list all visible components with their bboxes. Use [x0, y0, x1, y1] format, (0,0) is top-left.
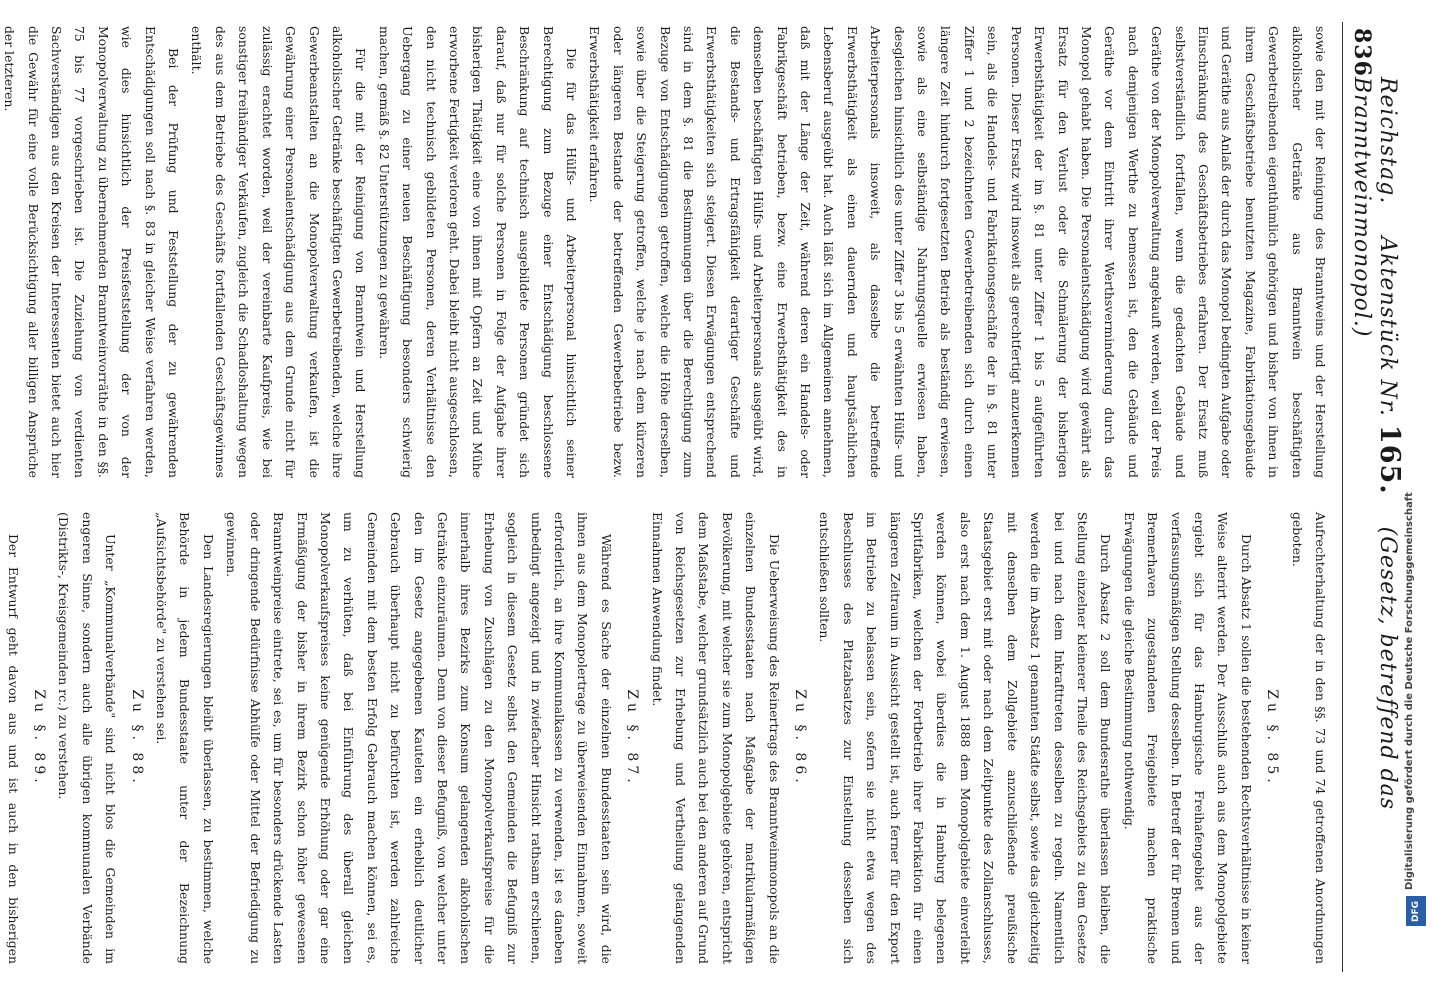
section-heading: Zu §. 87.: [624, 689, 641, 787]
title-num: 165.: [1374, 424, 1405, 495]
title-pre: Reichstag.: [1375, 76, 1400, 205]
paragraph: Für die mit der Reinigung von Branntwein und Herstellung alkoholischer Getränke beschäftigten Gewerbetreibenden, welche ihre Gewerbeanstalten an die Monopolverwaltung verkaufen, ist die Gewährung einer Personalentschädigung aus dem Grunde nicht für zulässig erachtet worden, weil der vereinbarte Kaufpreis, wie bei sonstiger freihändiger Verkäufen, zugleich die Schadloshaltung wegen des aus dem Betriebe des Geschäfts fortfallenden Geschäftsgewinnes enthält.: [189, 26, 369, 478]
paragraph: Den Landesregierungen bleibt überlassen, zu bestimmen, welche Behörde in jedem Bundesstaate unter der Bezeichnung „Aufsichtsbehörde" zu verstehen sei.: [154, 512, 216, 964]
paragraph: Durch Absatz 2 soll dem Bundesrathe überlassen bleiben, die Stellung einzelner kleinerer Theile des Reichsgebiets zu dem Gesetze bei und nach dem Inkrafttreten desselben zu regeln. Namentlich werden die im Absatz 1 genannten Städte selbst, sowie das gleichzeitig mit denselben dem Zollgebiete anzuschließende preußische Staatsgebiet erst mit oder nach dem Zeitpunkte des Zollanschlusses, also erst nach dem 1. August 1888 dem Monopolgebiete einverleibt werden können, wobei überdies die in Hamburg belegenen Spritfabriken, welchen der Fortbetrieb ihrer Fabrikation für einen längeren Zeitraum in Aussicht gestellt ist, auch ferner für den Export im Betriebe zu belassen sein, sofern sie nicht etwa wegen des Beschlusses des Platzabsatzes zur Einstellung desselben sich entschließen sollten.: [817, 512, 1114, 964]
paragraph: Die Ueberweisung des Reinertrags des Branntweinmonopols an die einzelnen Bundesstaaten nach Maßgabe der matrikularmäßigen Bevölkerung, mit welcher sie zum Monopolgebiete gehören, entspricht dem Maßstabe, welcher grundsätzlich auch bei den anderen auf Grund von Reichsgesetzen zur Erhebung und Vertheilung gelangenden Einnahmen Anwendung findet.: [649, 512, 782, 964]
paragraph: Während es Sache der einzelnen Bundesstaaten sein wird, die ihnen aus dem Monopolertrage zu überweisenden Einnahmen, soweit erforderlich, an ihre Kommunalkassen zu verwenden, ist es daneben unbedingt angezeigt und in zwiefacher Hinsicht rathsam erschienen, sogleich in diesem Gesetz selbst den Gemeinden die Befugniß zur Erhebung von Zuschlägen zu den Monopolverkaufspreise für die innerhalb ihres Bezirks zum Konsum gelangenden alkoholischen Getränke einzuräumen. Denn von dieser Befugniß, von welcher unter den im Gesetz angegebenen Kautelen ein erheblich deutlicher Gebrauch überhaupt nicht zu befürchten ist, werden zahlreiche Gemeinden mit dem besten Erfolg Gebrauch machen können, sei es, um zu verhüten, daß bei Einführung des überall gleichen Monopolverkaufspreises keine genügende Erhöhung oder gar eine Ermäßigung der bisher in ihrem Bezirk schon höher gewesenen Branntweinpreise eintrete, sei es, um für besonders drückende Lasten oder dringende Bedürfnisse Abhülfe oder Mittel der Befriedigung zu gewinnen.: [224, 512, 614, 964]
watermark-text: Digitalisierung gefördert durch die Deutsche Forschungsgemeinschaft: [1404, 492, 1415, 890]
paragraph: Bei der Prüfung und Feststellung der zu gewährenden Entschädigungen soll nach §. 83 in gleicher Weise verfahren werden, wie dies hinsichtlich der Preisfeststellung der von der Monopolverwaltung zu übernehmenden Branntweinvorräthe in den §§. 75 bis 77 vorgeschrieben ist. Die Zuziehung von verdienten Sachverständigen aus den Kreisen der Interessenten bietet auch hier die Gewähr für eine volle Berücksichtigung aller billigen Ansprüche der letzteren.: [2, 26, 182, 478]
paragraph: Die für das Hülfs- und Arbeiterpersonal hinsichtlich seiner Berechtigung zum Bezuge einer Entschädigung beschlossene Beschränkung auf technisch ausgebildete Personen gründet sich darauf, daß nur für solche Personen in Folge der Aufgabe ihrer bisherigen Thätigkeit eine von ihnen mit Opfern an Zeit und Mühe erworbene Fertigkeit verloren geht. Dabei bleibt nicht ausgeschlossen, den nicht technisch gebildeten Personen, deren Verhältnisse den Uebergang zu einer neuen Beschäftigung besonders schwierig machen, gemäß §. 82 Unterstützungen zu gewähren.: [376, 26, 579, 478]
paragraph: Der Entwurf geht davon aus und ist auch in den bisherigen: [5, 534, 21, 964]
dfg-logo-icon: DFG: [1406, 896, 1426, 926]
paragraph: Durch Absatz 1 sollen die bestehenden Rechtsverhältnisse in keiner Weise alterirt werden. Der Ausschluß auch aus dem Monopolgebiete ergiebt sich für das Hamburgische Freihafengebiet aus der verfassungsmäßigen Stellung desselben. In Betreff der für Bremen und Bremerhaven zugestandenen Freigebiete machen praktische Erwägungen die gleiche Bestimmung nothwendig.: [1121, 512, 1254, 964]
title-post: (Gesetz, betreffend das Branntweinmonopol.): [1349, 76, 1400, 811]
dfg-watermark: [1404, 30, 1428, 930]
paragraph: Unter „Kommunalverbände" sind nicht blos die Gemeinden im engeren Sinne, sondern auch alle übrigen kommunalen Verbände (Distrikts-, Kreisgemeinden rc.) zu verstehen.: [56, 512, 119, 964]
section-heading: Zu §. 85.: [1264, 689, 1281, 787]
title-doc: Aktenstück Nr.: [1375, 236, 1400, 417]
right-column: [5, 512, 1332, 964]
paragraph: sowie den mit der Reinigung des Branntweins und der Herstellung alkoholischer Getränke aus Branntwein beschäftigten Gewerbetreibenden eigenthümlich gehörigen und bisher von ihnen in ihrem Geschäftsbetriebe benutzten Magazine, Fabrikationsgebäude und Geräthe aus Anlaß der durch das Monopol bedingten Aufgabe oder Einschränkung des Geschäftsbetriebes erfahren. Der Ersatz muß selbstverständlich fortfallen, wenn die gedachten Gebäude und Geräthe von der Monopolverwaltung angekauft werden, weil der Preis nach demjenigen Werthe zu bemessen ist, den die Gebäude und Geräthe vor dem Eintritt ihrer Werthsverminderung durch das Monopol gehabt haben. Die Personalentschädigung wird gewährt als Ersatz für den Verlust oder die Schmälerung der bisherigen Erwerbsthätigkeit der im §. 81 unter Ziffer 1 bis 5 aufgeführten Personen. Dieser Ersatz wird insoweit als gerechtfertigt anzuerkennen sein, als die Handels- und Fabrikationsgeschäfte der in §. 81 unter Ziffer 1 und 2 bezeichneten Gewerbetreibenden sich durch einen längere Zeit hindurch fortgesetzten Betrieb als beständig erwiesen, sowie als eine selbständige Nahrungsquelle erwiesen haben, desgleichen hinsichtlich des unter Ziffer 3 bis 5 erwähnten Hülfs- und Arbeiterpersonals insoweit, als dasselbe die betreffende Erwerbsthätigkeit als einen dauernden und hauptsächlichen Lebensberuf ausgeübt hat. Auch läßt sich im Allgemeinen annehmen, daß mit der Länge der Zeit, während deren ein Handels- oder Fabrikgeschäft betrieben, bezw. eine Erwerbsthätigkeit des in demselben beschäftigten Hülfs- und Arbeiterpersonals ausgeübt wird, die Bestands- und Ertragsfähigkeit derartiger Geschäfte und Erwerbsthätigkeiten sich steigert. Diesen Erwägungen entsprechend sind in dem §. 81 die Bestimmungen über die Berechtigung zum Bezuge von Entschädigungen getroffen, welche die Höhe derselben, sowie über die Steigerung getroffen, welche je nach dem kürzeren oder längeren Bestande der betreffenden Gewerbebetriebe bezw. Erwerbsthätigkeit erfahren.: [587, 26, 1328, 478]
left-column: [2, 26, 1332, 478]
page-number: 836: [1349, 28, 1375, 77]
page-title: [1349, 77, 1405, 966]
page-header: [1342, 22, 1405, 972]
section-heading: Zu §. 88.: [128, 689, 145, 787]
section-heading: Zu §. 86.: [792, 689, 809, 787]
paragraph: Aufrechterhaltung der in den §§. 73 und 74 getroffenen Anordnungen geboten.: [1289, 512, 1328, 964]
section-heading: Zu §. 89.: [31, 689, 48, 787]
scanned-page: [2, 22, 1405, 972]
